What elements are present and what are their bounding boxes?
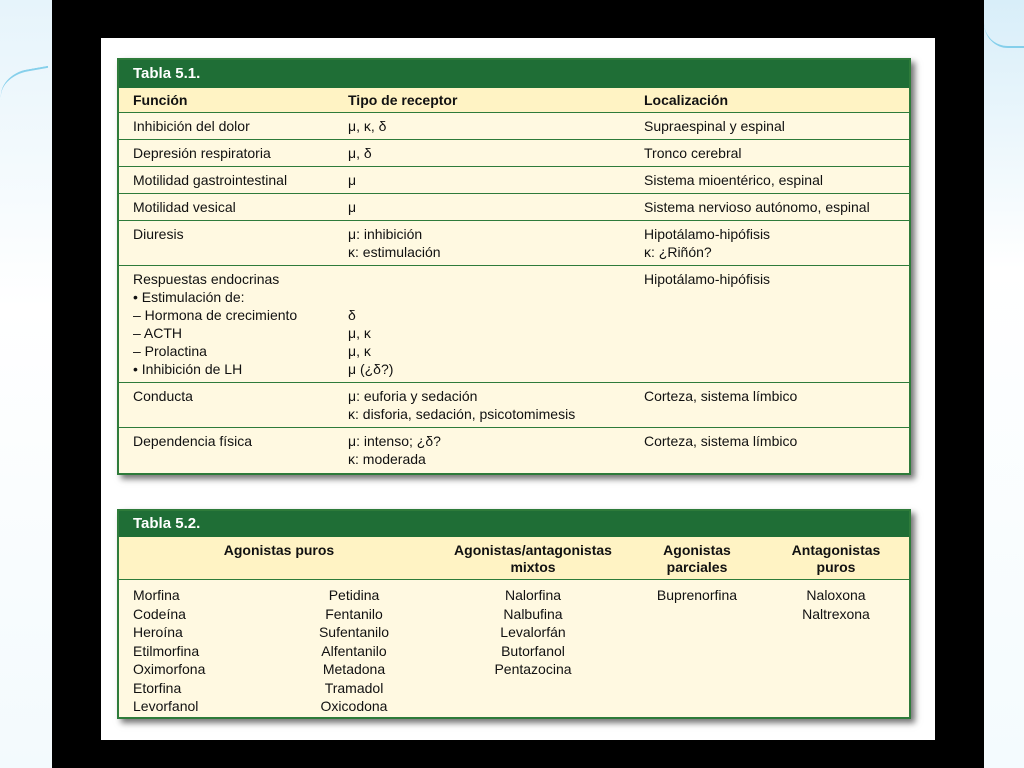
- cell-funcion: Diuresis: [133, 226, 184, 242]
- header-funcion: Función: [133, 92, 188, 108]
- list-agonistas-puros-2: Petidina Fentanilo Sufentanilo Alfentanilo Metadona Tramadol Oxicodona: [318, 587, 390, 714]
- list-agonistas-antagonistas-mixtos: Nalorfina Nalbufina Levalorfán Butorfanol Pentazocina: [494, 587, 572, 677]
- table-row: [119, 221, 909, 266]
- list-agonistas-parciales: Buprenorfina: [656, 587, 738, 603]
- background-left-panel: [0, 0, 52, 768]
- cell-funcion: Dependencia física: [133, 433, 253, 449]
- cell-localizacion: Sistema nervioso autónomo, espinal: [644, 199, 870, 215]
- table-row: [119, 194, 909, 221]
- cell-localizacion: Hipotálamo-hipófisis κ: ¿Riñón?: [644, 226, 771, 260]
- table-title: Tabla 5.1.: [119, 60, 909, 88]
- cell-localizacion: Hipotálamo-hipófisis: [644, 271, 771, 287]
- table-5-1: [117, 58, 911, 475]
- cell-localizacion: Supraespinal y espinal: [644, 118, 785, 134]
- table-row: [119, 266, 909, 383]
- table-body: [119, 580, 909, 714]
- cell-receptor: δ μ, κ μ, κ μ (¿δ?): [348, 307, 394, 377]
- cell-funcion: Inhibición del dolor: [133, 118, 250, 134]
- table-row: [119, 383, 909, 428]
- cell-localizacion: Corteza, sistema límbico: [644, 388, 798, 404]
- table-5-2: [117, 509, 911, 719]
- header-agonistas-antagonistas-mixtos: Agonistas/antagonistas mixtos: [454, 542, 612, 575]
- header-agonistas-parciales: Agonistas parciales: [663, 542, 731, 575]
- header-agonistas-puros: Agonistas puros: [223, 542, 335, 558]
- decorative-swoosh: [984, 6, 1024, 48]
- table-title: Tabla 5.2.: [119, 511, 909, 537]
- header-localizacion: Localización: [644, 92, 729, 108]
- cell-localizacion: Corteza, sistema límbico: [644, 433, 798, 449]
- cell-funcion: Conducta: [133, 388, 193, 404]
- cell-receptor: μ: [348, 172, 357, 188]
- list-antagonistas-puros: Naloxona Naltrexona: [802, 587, 870, 622]
- table-header-row: [119, 537, 909, 580]
- table-header-row: [119, 88, 909, 113]
- table-row: [119, 140, 909, 167]
- cell-localizacion: Sistema mioentérico, espinal: [644, 172, 823, 188]
- cell-funcion: Depresión respiratoria: [133, 145, 271, 161]
- header-tipo-receptor: Tipo de receptor: [348, 92, 458, 108]
- cell-receptor: μ: [348, 199, 357, 215]
- header-antagonistas-puros: Antagonistas puros: [791, 542, 881, 575]
- cell-funcion: Motilidad gastrointestinal: [133, 172, 288, 188]
- cell-receptor: μ: euforia y sedación κ: disforia, sedación, psicotomimesis: [348, 388, 576, 422]
- table-row: [119, 113, 909, 140]
- slide-content: [101, 38, 935, 740]
- cell-funcion: Motilidad vesical: [133, 199, 236, 215]
- cell-receptor: μ, κ, δ: [348, 118, 387, 134]
- list-agonistas-puros-1: Morfina Codeína Heroína Etilmorfina Oximorfona Etorfina Levorfanol: [133, 587, 206, 714]
- cell-funcion: Respuestas endocrinas • Estimulación de: – Hormona de crecimiento – ACTH – Prolactina • Inhibición de LH: [133, 271, 298, 377]
- cell-receptor: μ, δ: [348, 145, 372, 161]
- cell-localizacion: Tronco cerebral: [644, 145, 742, 161]
- cell-receptor: μ: inhibición κ: estimulación: [348, 226, 441, 260]
- decorative-swoosh: [0, 66, 55, 116]
- background-right-panel: [984, 0, 1024, 768]
- cell-receptor: μ: intenso; ¿δ? κ: moderada: [348, 433, 441, 467]
- table-row: [119, 428, 909, 472]
- table-row: [119, 167, 909, 194]
